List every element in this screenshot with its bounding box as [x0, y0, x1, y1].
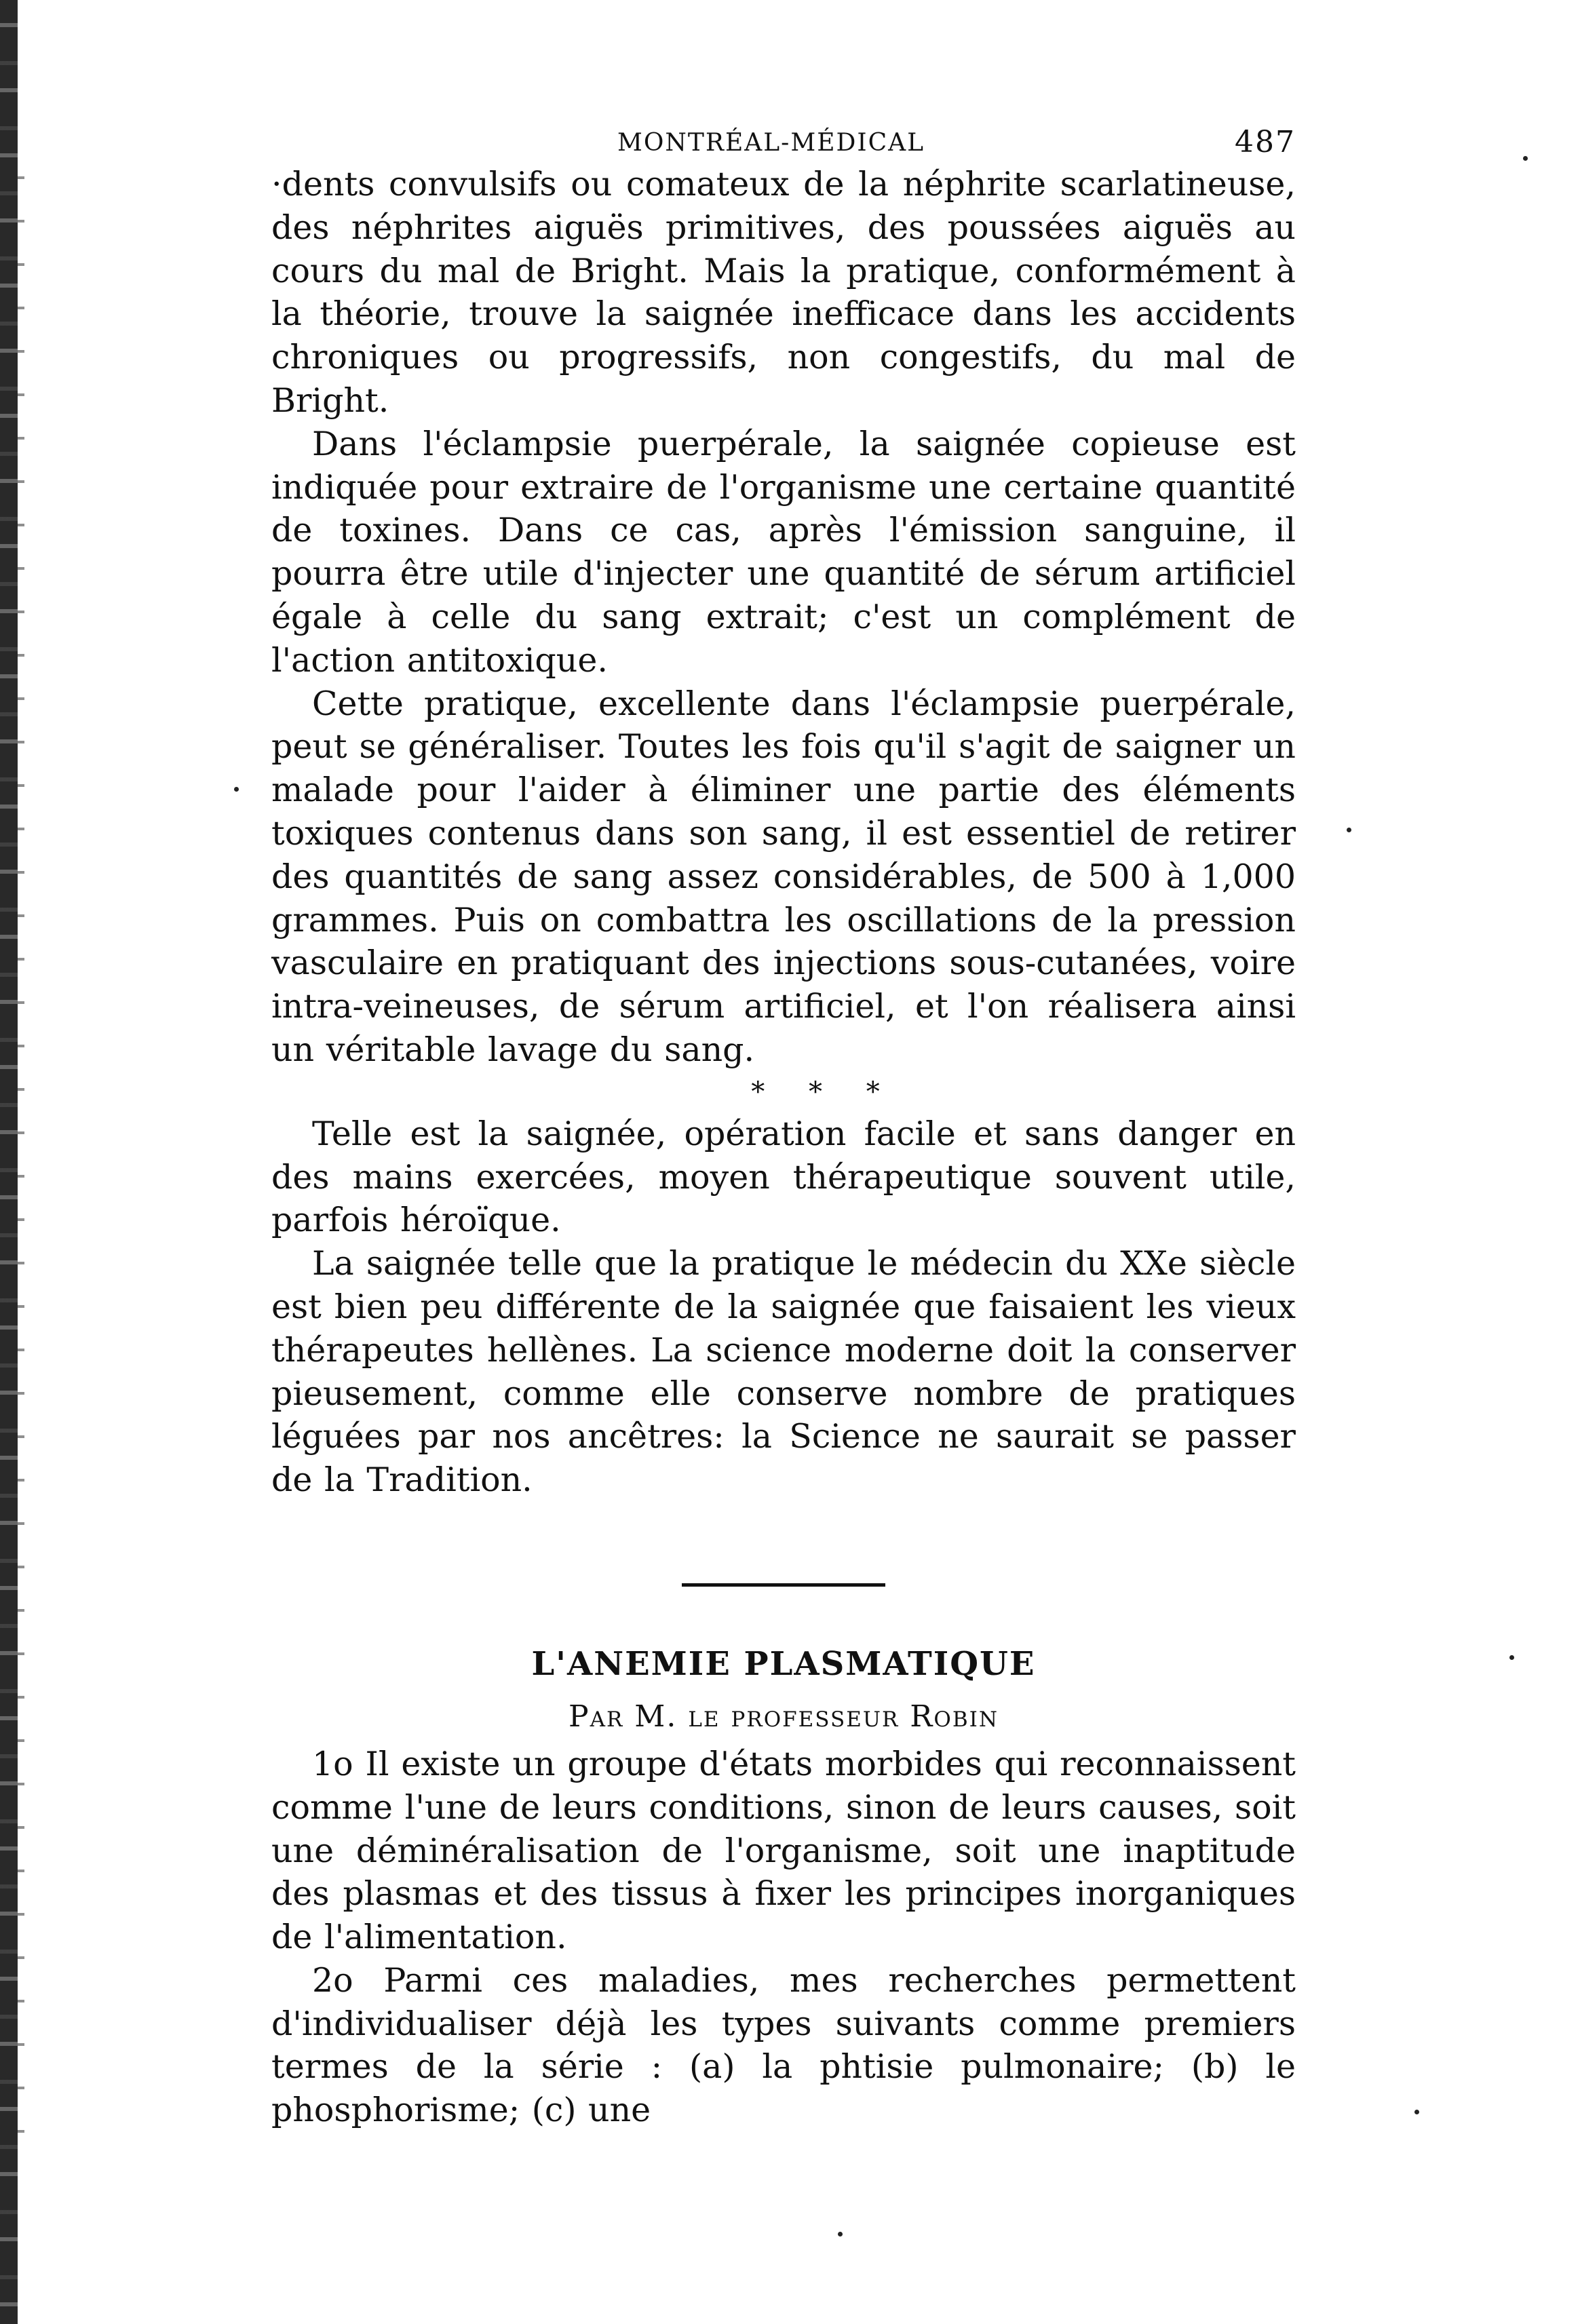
paragraph: Cette pratique, excellente dans l'éclampsie puerpérale, peut se généraliser. Toutes les fois qu'il s'agit de saigner un malade pour l'aider à éliminer une partie des éléments toxiques contenus dans son sang, il est essentiel de retirer des quantités de sang assez considérables, de 500 à 1,000 grammes. Puis on combattra les oscillations de la pression vasculaire en pratiquant des injections sous-cutanées, voire intra-veineuses, de sérum artificiel, et l'on réalisera ainsi un véritable lavage du sang.	[271, 684, 1296, 1069]
page-number: 487	[1235, 125, 1296, 159]
speck	[234, 787, 239, 792]
paragraph: ·dents convulsifs ou comateux de la néphrite scarlatineuse, des néphrites aiguës primitives, des poussées aiguës au cours du mal de Bright. Mais la pratique, conformément à la théorie, trouve la saignée inefficace dans les accidents chroniques ou progressifs, non congestifs, du mal de Bright.	[271, 165, 1296, 420]
speck	[1414, 2110, 1419, 2114]
running-title: MONTRÉAL-MÉDICAL	[617, 129, 925, 157]
article-title: L'ANEMIE PLASMATIQUE	[531, 1644, 1036, 1683]
book-page	[271, 115, 1296, 2132]
article-body-previous	[271, 163, 1296, 1502]
article-body-new	[271, 1743, 1296, 2132]
speck	[1523, 156, 1528, 161]
speck	[1509, 1655, 1514, 1660]
scan-binding-edge	[0, 0, 18, 2324]
paragraph: La saignée telle que la pratique le médecin du XXe siècle est bien peu différente de la saignée que faisaient les vieux thérapeutes hellènes. La science moderne doit la conserver pieusement, comme elle conserve nombre de pratiques léguées par nos ancêtres: la Science ne saurait se passer de la Tradition.	[271, 1244, 1296, 1500]
horizontal-rule	[682, 1583, 885, 1587]
paragraph: 2o Parmi ces maladies, mes recherches permettent d'individualiser déjà les types suivants comme premiers termes de la série : (a) la phtisie pulmonaire; (b) le phosphorisme; (c) une	[271, 1960, 1296, 2130]
paragraph: Telle est la saignée, opération facile et sans danger en des mains exercées, moyen thérapeutique souvent utile, parfois héroïque.	[271, 1114, 1296, 1240]
article-byline: Par M. le professeur Robin	[568, 1699, 999, 1734]
paragraph: Dans l'éclampsie puerpérale, la saignée copieuse est indiquée pour extraire de l'organisme une certaine quantité de toxines. Dans ce cas, après l'émission sanguine, il pourra être utile d'injecter une quantité de sérum artificiel égale à celle du sang extrait; c'est un complément de l'action antitoxique.	[271, 424, 1296, 680]
section-separator: * * *	[751, 1076, 898, 1108]
scan-binding-shadow	[18, 136, 24, 2171]
speck	[838, 2232, 843, 2236]
running-head	[271, 115, 1296, 163]
speck	[1347, 828, 1351, 832]
paragraph: 1o Il existe un groupe d'états morbides qui reconnaissent comme l'une de leurs conditions, sinon de leurs causes, soit une déminéralisation de l'organisme, soit une inaptitude des plasmas et des tissus à fixer les principes inorganiques de l'alimentation.	[271, 1744, 1296, 1957]
